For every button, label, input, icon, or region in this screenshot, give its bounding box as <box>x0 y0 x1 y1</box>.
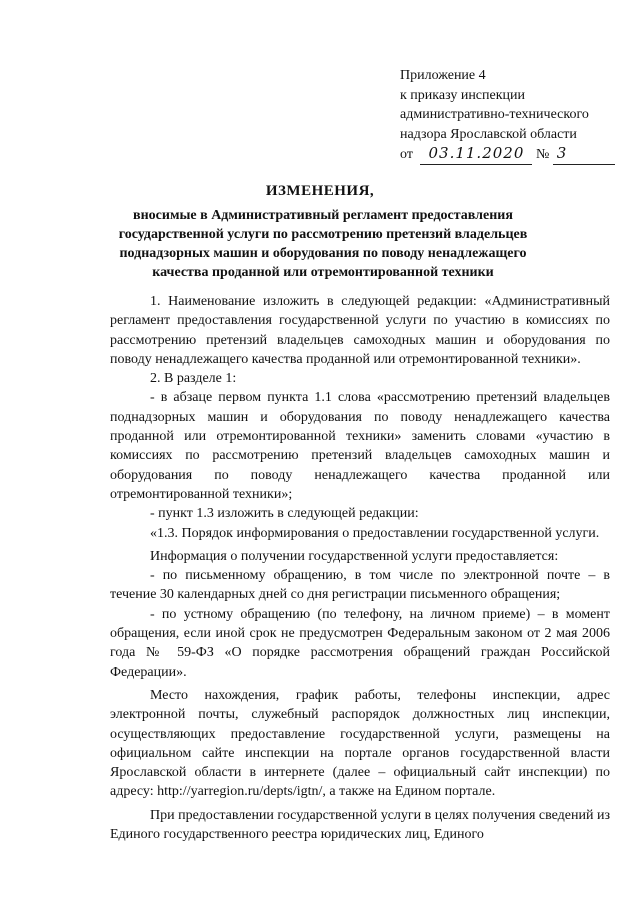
number-sign: № <box>535 147 550 162</box>
appendix-line: к приказу инспекции <box>400 87 526 103</box>
paragraph: Информация о получении государственной услуги предоставляется: <box>150 548 559 564</box>
appendix-block <box>400 66 620 165</box>
paragraph: - в абзаце первом пункта 1.1 слова «рассмотрению претензий владельцев поднадзорных машин и оборудования по поводу ненадлежащего качества проданной или отремонтированной техники» заменить словами «участию в комиссиях по рассмотрению претензий владельцев самоходных машин и оборудования по поводу ненадлежащего качества проданной или отремонтированной техники»; <box>110 390 610 502</box>
date-prefix: от <box>400 147 413 162</box>
appendix-line: надзора Ярославской области <box>400 126 577 142</box>
appendix-line: административно-технического <box>400 107 589 122</box>
paragraph: При предоставлении государственной услуги в целях получения сведений из Единого государственного реестра юридических лиц, Единого <box>110 807 610 843</box>
paragraph: 2. В разделе 1: <box>150 371 237 387</box>
paragraph: Место нахождения, график работы, телефоны инспекции, адрес электронной почты, служебный распорядок должностных лиц инспекции, осуществляющих предоставление государственной услуги, размещены на официальном сайте инспекции на портале органов государственной власти Ярославской области в интернете (далее – официальный сайт инспекции) по адресу: http://yarregion.ru/depts/igtn/, а также на Едином портале. <box>110 687 610 800</box>
handwritten-number: 3 <box>553 144 615 165</box>
paragraph: «1.3. Порядок информирования о предоставлении государственной услуги. <box>150 525 600 541</box>
handwritten-date: 03.11.2020 <box>420 144 532 165</box>
document-body <box>110 292 610 844</box>
paragraph: - по устному обращению (по телефону, на личном приеме) – в момент обращения, если иной срок не предусмотрен Федеральным законом от 2 мая 2006 года № 59-ФЗ «О порядке рассмотрения обращений граждан Российской Федерации». <box>110 606 610 680</box>
paragraph: 1. Наименование изложить в следующей редакции: «Административный регламент предоставления государственной услуги по участию в комиссиях по рассмотрению претензий владельцев самоходных машин и оборудования по поводу ненадлежащего качества проданной или отремонтированной техники». <box>110 294 610 367</box>
appendix-line: Приложение 4 <box>400 68 486 83</box>
paragraph: - пункт 1.3 изложить в следующей редакции: <box>150 506 419 522</box>
document-subtitle: вносимые в Административный регламент предоставления государственной услуги по рассмотрению претензий владельцев поднадзорных машин и оборудования по поводу ненадлежащего качества проданной или отремонтированной техники <box>118 208 528 280</box>
appendix-date-line <box>400 144 620 165</box>
paragraph: - по письменному обращению, в том числе по электронной почте – в течение 30 календарных дней со дня регистрации письменного обращения; <box>110 568 610 603</box>
document-title: ИЗМЕНЕНИЯ, <box>265 183 375 199</box>
